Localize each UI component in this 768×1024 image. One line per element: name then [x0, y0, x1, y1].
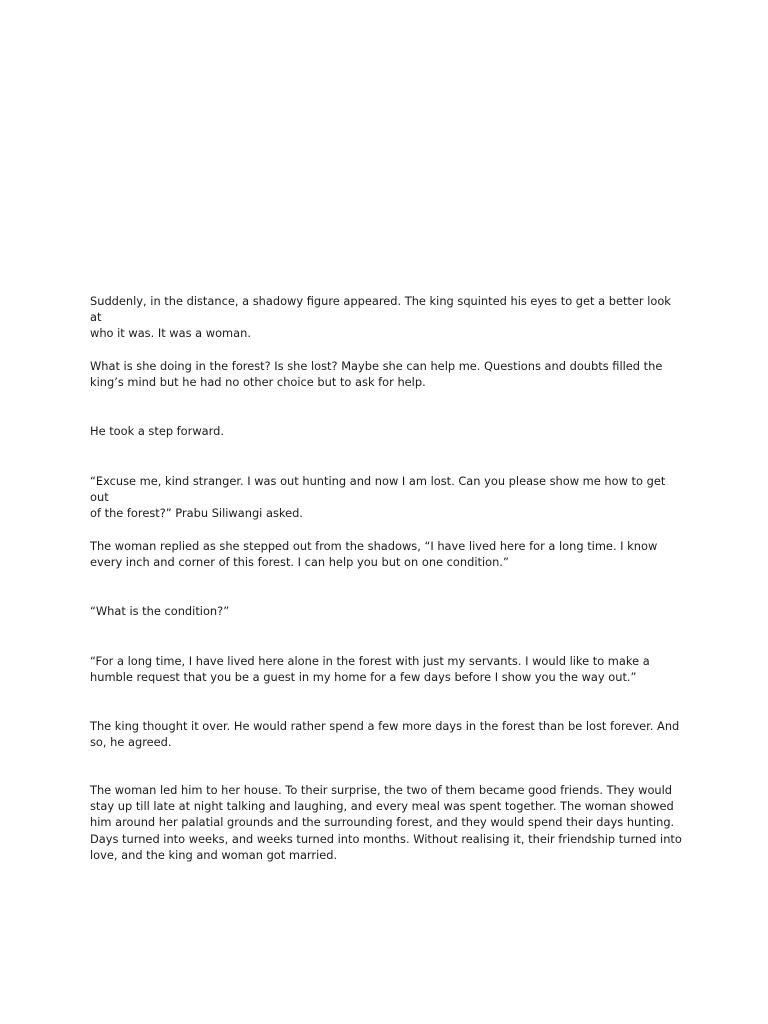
- paragraph-king-agreed: The king thought it over. He would rather spend a few more days in the forest than be lost forever. And so, he agreed.: [90, 719, 680, 750]
- paragraph-what-condition: “What is the condition?”: [90, 604, 230, 618]
- paragraph-humble-request: “For a long time, I have lived here alone in the forest with just my servants. I would like to make a humble request that you be a guest in my home for a few days before I show you the way out.”: [90, 654, 650, 685]
- paragraph-excuse-me: “Excuse me, kind stranger. I was out hunting and now I am lost. Can you please show me how to get out of the forest?” Prabu Siliwangi asked.: [90, 474, 666, 521]
- paragraph-shadowy-figure: Suddenly, in the distance, a shadowy figure appeared. The king squinted his eyes to get a better look at who it was. It was a woman.: [90, 294, 671, 341]
- paragraph-kings-questions: What is she doing in the forest? Is she lost? Maybe she can help me. Questions and doubts filled the king’s mind but he had no other choice but to ask for help.: [90, 359, 663, 390]
- paragraph-step-forward: He took a step forward.: [90, 424, 224, 438]
- paragraph-led-to-house: The woman led him to her house. To their surprise, the two of them became good friends. They would stay up till late at night talking and laughing, and every meal was spent together. The woman showed him around her palatial grounds and the surrounding forest, and they would spend their days hunting. Days turned into weeks, and weeks turned into months. Without realising it, their friendship turned into love, and the king and woman got married.: [90, 783, 682, 862]
- paragraph-woman-replied: The woman replied as she stepped out from the shadows, “I have lived here for a long time. I know every inch and corner of this forest. I can help you but on one condition.”: [90, 539, 658, 570]
